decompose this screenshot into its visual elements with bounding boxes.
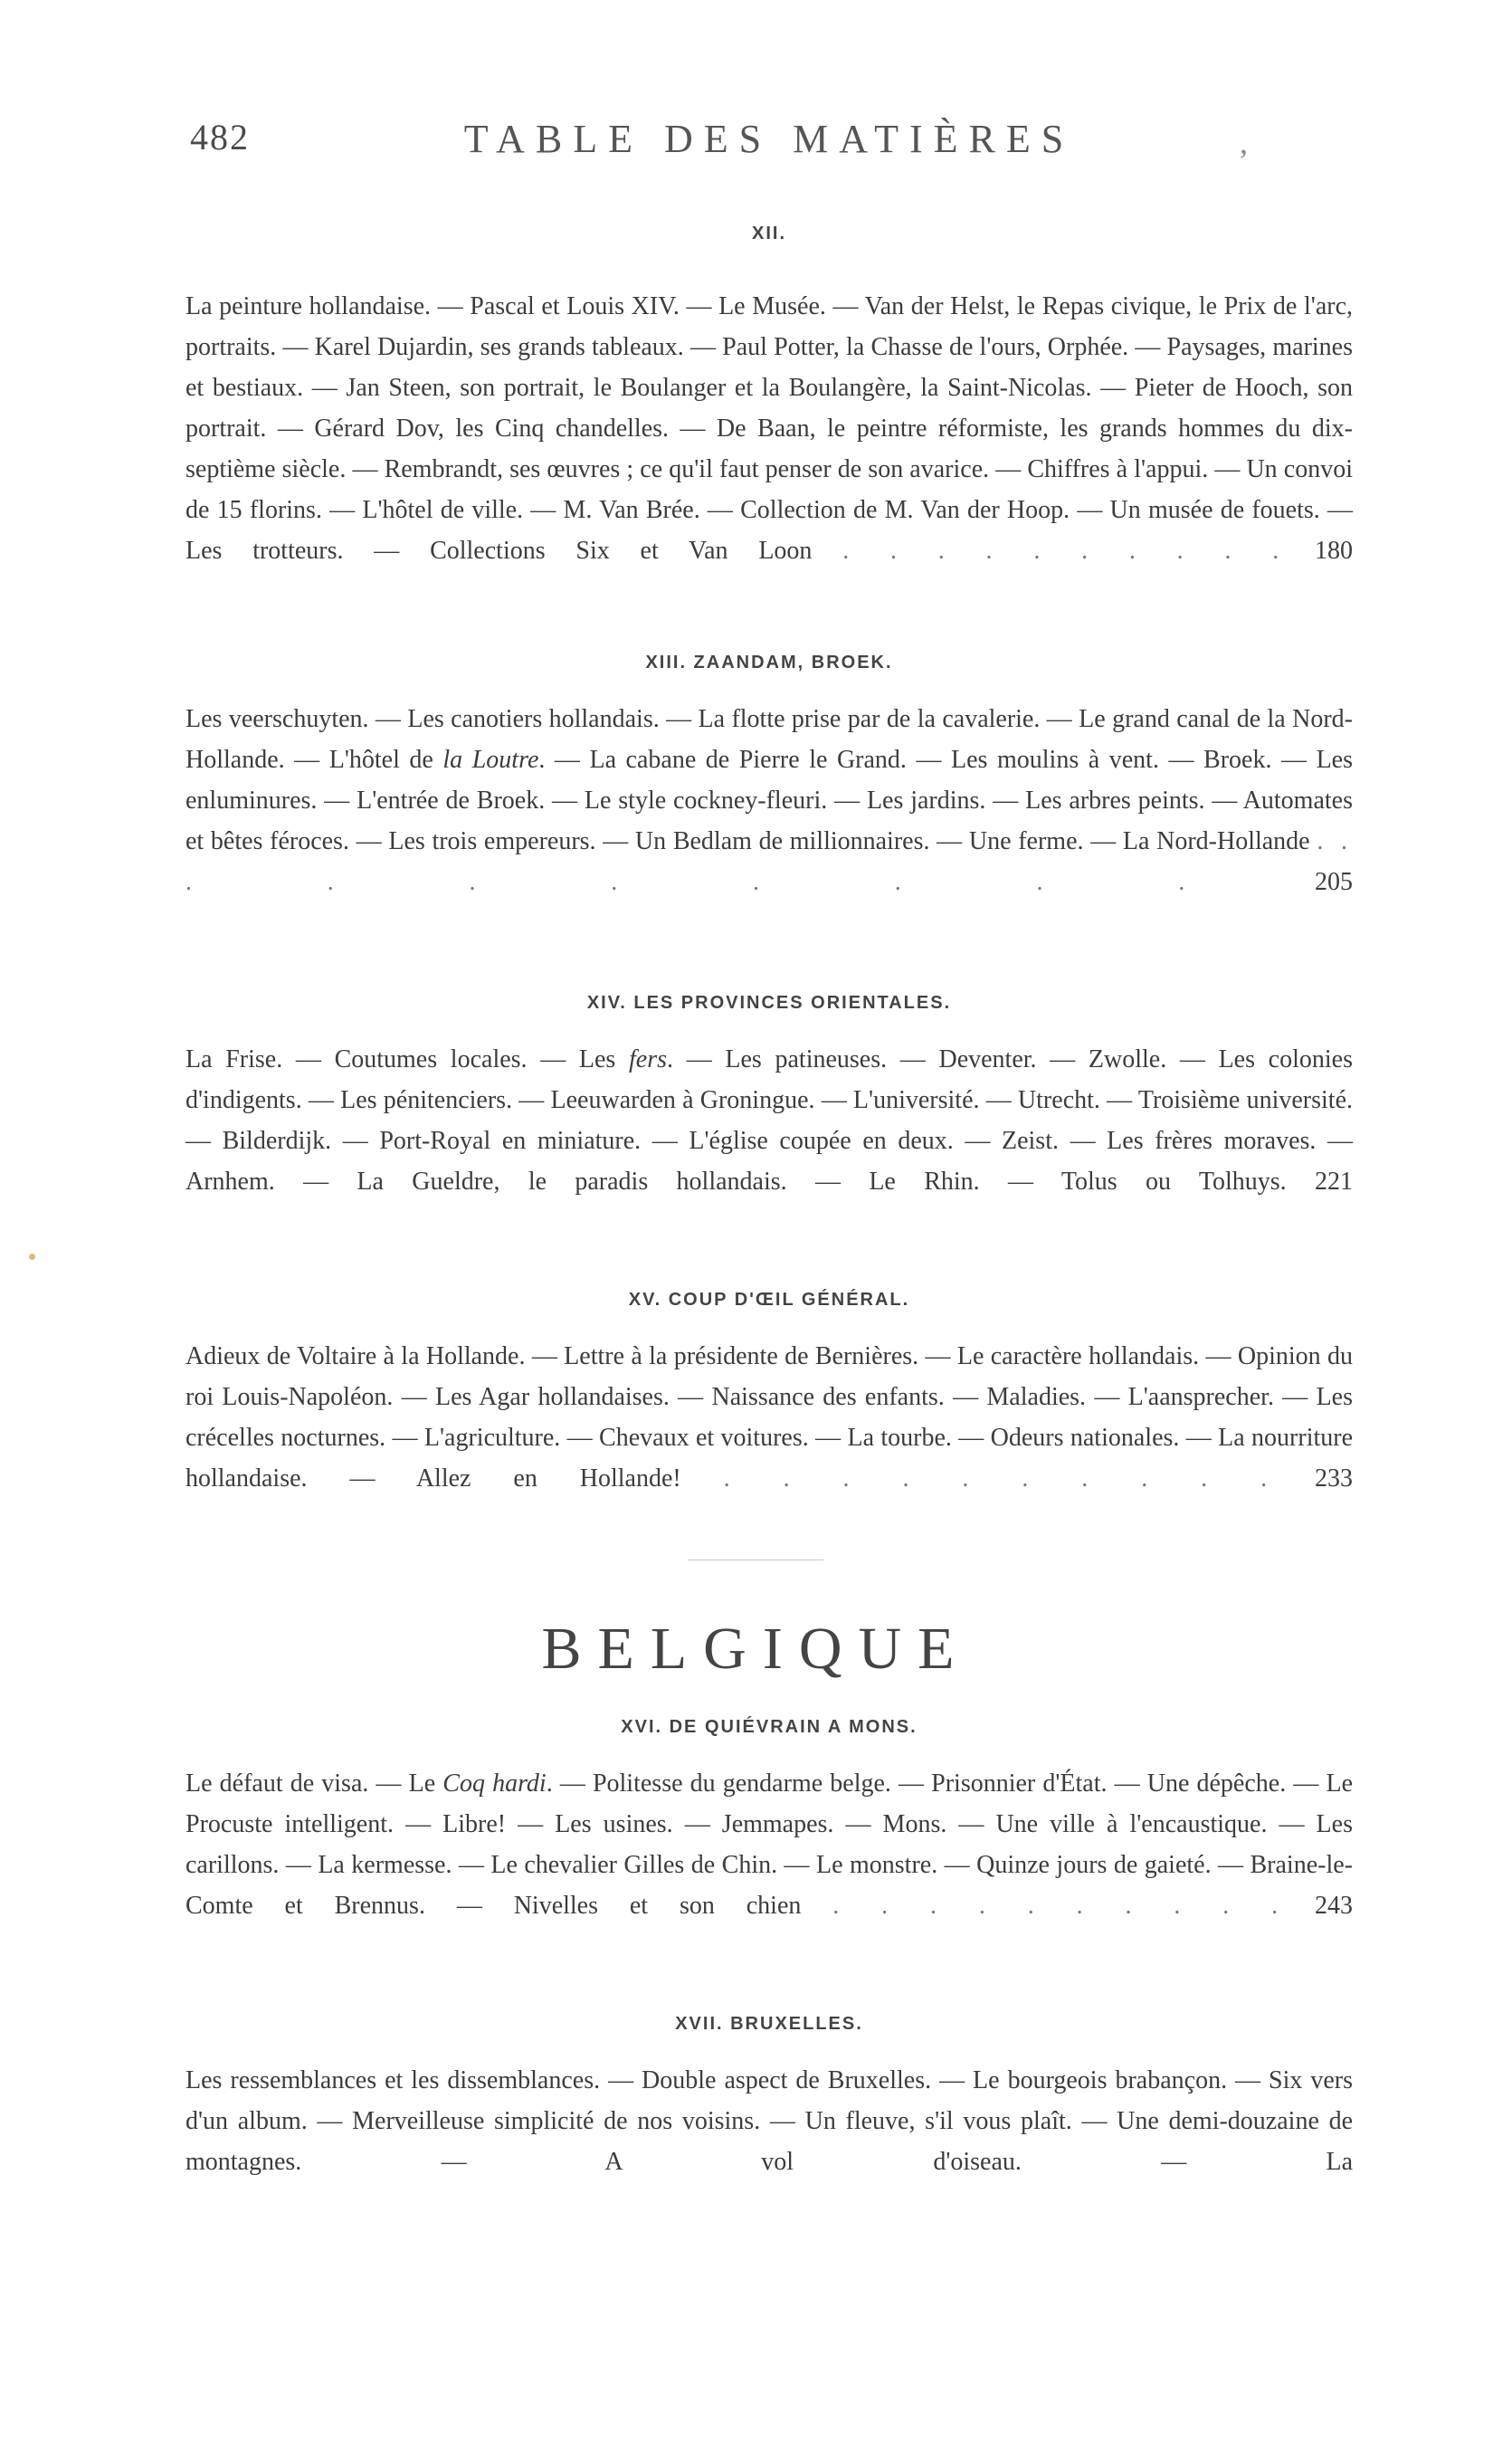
section-text xyxy=(185,1763,1353,1926)
page-reference: 233 xyxy=(1315,1464,1354,1493)
dot-leader: . . . . . . . . . . xyxy=(185,827,1354,896)
section-heading: XVII. BRUXELLES. xyxy=(675,2014,863,2034)
italic-title: Coq hardi xyxy=(442,1769,547,1798)
section-summary-part: . — Les patineuses. — Deventer. — Zwolle. — Les colonies d'indigents. — Les pénitenciers. — Leeuwarden à Groningue. — L'université. — Utrecht. — Troisième université. — Bilderdijk. — Port-Royal en miniature. — L'église coupée en deux. — Zeist. — Les frères moraves. — Arnhem. — La Gueldre, le paradis hollandais. — Le Rhin. — Tolus ou Tolhuys. xyxy=(185,1045,1353,1196)
section-text xyxy=(185,1336,1353,1499)
section-summary: Adieux de Voltaire à la Hollande. — Lettre à la présidente de Bernières. — Le caractère hollandais. — Opinion du roi Louis-Napoléon. — Les Agar hollandaises. — Naissance des enfants. — Maladies. — L'aansprecher. — Les crécelles nocturnes. — L'agriculture. — Chevaux et voitures. — La tourbe. — Odeurs nationales. — La nourriture hollandaise. — Allez en Hollande! xyxy=(185,1342,1353,1493)
section-summary: La peinture hollandaise. — Pascal et Louis XIV. — Le Musée. — Van der Helst, le Repas civique, le Prix de l'arc, portraits. — Karel Dujardin, ses grands tableaux. — Paul Potter, la Chasse de l'ours, Orphée. — Paysages, marines et bestiaux. — Jan Steen, son portrait, le Boulanger et la Boulangère, la Saint-Nicolas. — Pieter de Hooch, son portrait. — Gérard Dov, les Cinq chandelles. — De Baan, le peintre réformiste, les grands hommes du dix-septième siècle. — Rembrandt, ses œuvres ; ce qu'il faut penser de son avarice. — Chiffres à l'appui. — Un convoi de 15 florins. — L'hôtel de ville. — M. Van Brée. — Collection de M. Van der Hoop. — Un musée de fouets. — Les trotteurs. — Collections Six et Van Loon xyxy=(185,292,1353,565)
section-summary-part: Le défaut de visa. — Le xyxy=(185,1769,443,1798)
section-text xyxy=(185,1039,1353,1202)
section-xiv xyxy=(185,985,1353,1202)
section-heading: XII. xyxy=(751,224,786,243)
section-summary-part: La Frise. — Coutumes locales. — Les xyxy=(185,1045,630,1073)
section-xv xyxy=(185,1282,1353,1499)
page-reference: 205 xyxy=(1315,868,1353,896)
page-reference: 221 xyxy=(1315,1168,1353,1196)
page-number: 482 xyxy=(190,117,250,157)
section-heading: XIII. ZAANDAM, BROEK. xyxy=(645,653,893,672)
section-text xyxy=(185,286,1353,571)
running-mark: , xyxy=(1240,124,1248,160)
italic-title: la Loutre xyxy=(442,746,539,774)
ink-spot xyxy=(29,1254,35,1260)
running-head xyxy=(190,116,1348,170)
section-xii xyxy=(185,215,1353,571)
section-summary: Les ressemblances et les dissemblances. — Double aspect de Bruxelles. — Le bourgeois brabançon. — Six vers d'un album. — Merveilleuse simplicité de nos voisins. — Un fleuve, s'il vous plaît. — Une demi-douzaine de montagnes. — A vol d'oiseau. — La xyxy=(185,2066,1353,2176)
dot-leader: . . . . . . . . . . xyxy=(832,1892,1284,1920)
section-summary-part: . — La cabane de Pierre le Grand. — Les moulins à vent. — Broek. — Les enluminures. — L'entrée de Broek. — Le style cockney-fleuri. — Les jardins. — Les arbres peints. — Automates et bêtes féroces. — Les trois empereurs. — Un Bedlam de millionnaires. — Une ferme. — La Nord-Hollande xyxy=(185,746,1354,855)
section-heading: XV. COUP D'ŒIL GÉNÉRAL. xyxy=(628,1290,910,1310)
section-summary-part: . — Politesse du gendarme belge. — Prisonnier d'État. — Une dépêche. — Le Procuste intelligent. — Libre! — Les usines. — Jemmapes. — Mons. — Une ville à l'encaustique. — Les carillons. — La kermesse. — Le chevalier Gilles de Chin. — Le monstre. — Quinze jours de gaieté. — Braine-le-Comte et Brennus. — Nivelles et son chien xyxy=(185,1769,1353,1920)
section-heading: XIV. LES PROVINCES ORIENTALES. xyxy=(586,993,952,1013)
page-reference: 180 xyxy=(1315,537,1354,565)
italic-word: fers xyxy=(629,1045,668,1073)
section-text xyxy=(185,699,1353,902)
section-xiii xyxy=(185,644,1353,902)
dot-leader: . . . . . . . . . . xyxy=(723,1464,1273,1493)
country-title: BELGIQUE xyxy=(541,1616,971,1682)
section-heading: XVI. DE QUIÉVRAIN A MONS. xyxy=(621,1717,918,1737)
page-reference: 243 xyxy=(1315,1892,1353,1920)
running-title: TABLE DES MATIÈRES xyxy=(463,117,1075,161)
section-summary-part: Les veerschuyten. — Les canotiers hollandais. — La flotte prise par de la cavalerie. — Le grand canal de la Nord-Hollande. — L'hôtel de xyxy=(185,705,1353,774)
section-xvii xyxy=(185,2006,1353,2182)
section-text xyxy=(185,2060,1353,2182)
dot-leader: . . . . . . . . . . xyxy=(842,537,1285,565)
section-xvi xyxy=(185,1709,1353,1926)
